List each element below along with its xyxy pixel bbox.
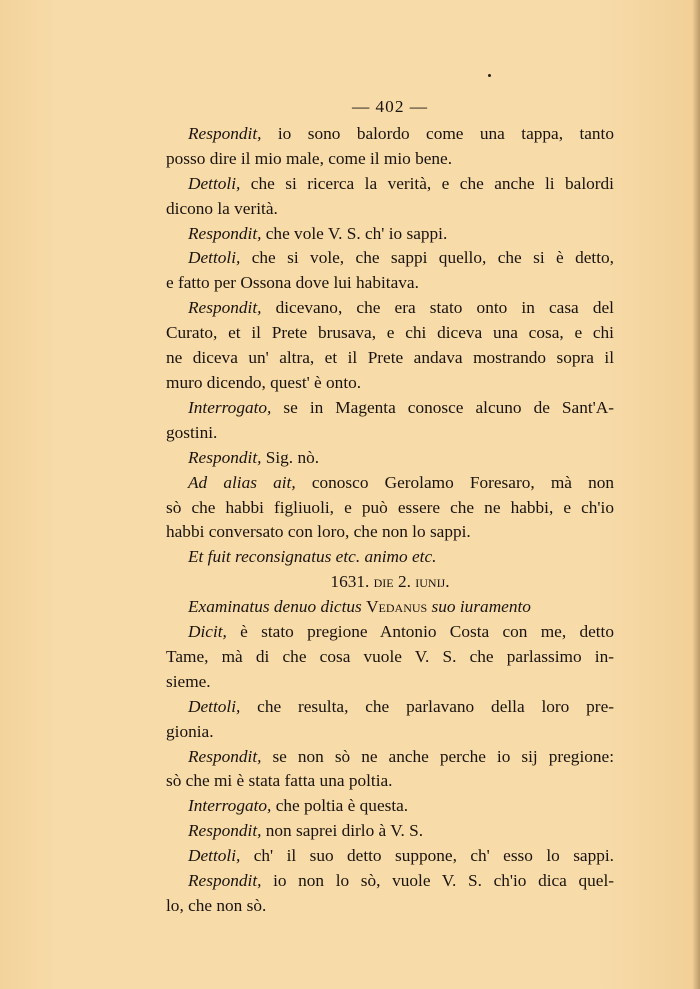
text-line (166, 222, 614, 247)
speaker-label: Respondit, (188, 447, 262, 467)
line-text: è stato pregione Antonio Costa con me, detto (226, 622, 614, 642)
line-text: dicono la verità. (166, 198, 278, 218)
text-line (166, 371, 614, 396)
speaker-label: Respondit, (188, 821, 262, 841)
text-line (166, 720, 614, 745)
date-rest: die 2. iunij. (373, 572, 450, 592)
text-line (166, 545, 614, 570)
text-line (166, 520, 614, 545)
line-text: non saprei dirlo à V. S. (261, 821, 424, 841)
speaker-label: Respondit, (188, 123, 262, 143)
line-text: Sig. nò. (261, 447, 320, 467)
text-line (166, 794, 614, 819)
text-lines-second (166, 620, 614, 919)
text-line (166, 296, 614, 321)
text-line (166, 894, 614, 919)
speaker-label: Dettoli, (188, 696, 241, 716)
text-line (166, 496, 614, 521)
text-line (166, 670, 614, 695)
line-text: ne diceva un' altra, et il Prete andava mostrando sopra il (166, 348, 614, 368)
line-text: io sono balordo come una tappa, tanto (261, 123, 614, 143)
text-line (166, 246, 614, 271)
line-text: ch' il suo detto suppone, ch' esso lo sappi. (240, 846, 614, 866)
date-heading (166, 570, 614, 595)
line-text: io non lo sò, vuole V. S. ch'io dica quel- (261, 871, 614, 891)
text-line (166, 695, 614, 720)
speaker-label: Respondit, (188, 871, 262, 891)
line-text: lo, che non sò. (166, 896, 267, 915)
speaker-label: Respondit, (188, 298, 262, 318)
speaker-label: Dicit, (188, 622, 227, 642)
text-line (166, 446, 614, 471)
text-line (166, 645, 614, 670)
text-line (166, 321, 614, 346)
text-line (166, 396, 614, 421)
text-line (166, 346, 614, 371)
line-text: che vole V. S. ch' io sappi. (261, 223, 448, 243)
speaker-label: Respondit, (188, 223, 262, 243)
line-text: se non sò ne anche perche io sij pregione: (261, 746, 614, 766)
speaker-label: Ad alias ait, (188, 472, 296, 492)
speaker-label: Dettoli, (188, 173, 241, 193)
text-line (166, 620, 614, 645)
text-line (166, 769, 614, 794)
line-text: che si ricerca la verità, e che anche li balordi (240, 173, 614, 193)
text-line (166, 869, 614, 894)
speaker-label: Dettoli, (188, 846, 241, 866)
page-text (166, 95, 614, 919)
text-line (166, 172, 614, 197)
speaker-label: Respondit, (188, 746, 262, 766)
ink-speck (488, 74, 491, 77)
line-text: sò che mi è stata fatta una poltia. (166, 771, 393, 791)
speaker-label: Interrogato, (188, 397, 272, 417)
line-text: e fatto per Ossona dove lui habitava. (166, 273, 419, 293)
line-text: che resulta, che parlavano della loro pre- (240, 696, 614, 716)
page-edge-shadow (692, 0, 700, 989)
line-text: habbi conversato con loro, che non lo sappi. (166, 522, 471, 542)
exam-italic-2: suo iuramento (427, 597, 531, 617)
line-text: Tame, mà di che cosa vuole V. S. che parlassimo in- (166, 646, 614, 666)
text-line (166, 122, 614, 147)
text-line (166, 745, 614, 770)
page-number: — 402 — (351, 97, 429, 116)
speaker-label: Dettoli, (188, 248, 241, 268)
exam-name: Vedanus (366, 597, 428, 617)
exam-line (166, 595, 614, 620)
text-line (166, 197, 614, 222)
line-text: dicevano, che era stato onto in casa del (261, 298, 614, 318)
line-text: sieme. (166, 671, 211, 691)
line-text: posso dire il mio male, come il mio bene. (166, 148, 453, 168)
line-text: che poltia è questa. (271, 796, 409, 816)
text-line (166, 844, 614, 869)
line-text: Curato, et il Prete brusava, e chi diceva una cosa, e chi (166, 323, 614, 343)
speaker-label: Et fuit reconsignatus etc. animo etc. (188, 547, 437, 567)
text-line (166, 147, 614, 172)
text-line (166, 471, 614, 496)
date-year: 1631. (330, 572, 370, 592)
line-text: muro dicendo, quest' è onto. (166, 372, 362, 392)
text-lines-first (166, 122, 614, 570)
text-line (166, 271, 614, 296)
line-text: che si vole, che sappi quello, che si è detto, (240, 248, 614, 268)
text-line (166, 819, 614, 844)
text-line (166, 421, 614, 446)
line-text: conosco Gerolamo Foresaro, mà non (295, 472, 615, 492)
line-text: gionia. (166, 721, 214, 741)
line-text: gostini. (166, 422, 218, 442)
line-text: se in Magenta conosce alcuno de Sant'A- (271, 397, 614, 417)
speaker-label: Interrogato, (188, 796, 272, 816)
exam-italic-1: Examinatus denuo dictus (188, 597, 367, 617)
line-text: sò che habbi figliuoli, e può essere che ne habbi, e ch'io (166, 497, 614, 517)
